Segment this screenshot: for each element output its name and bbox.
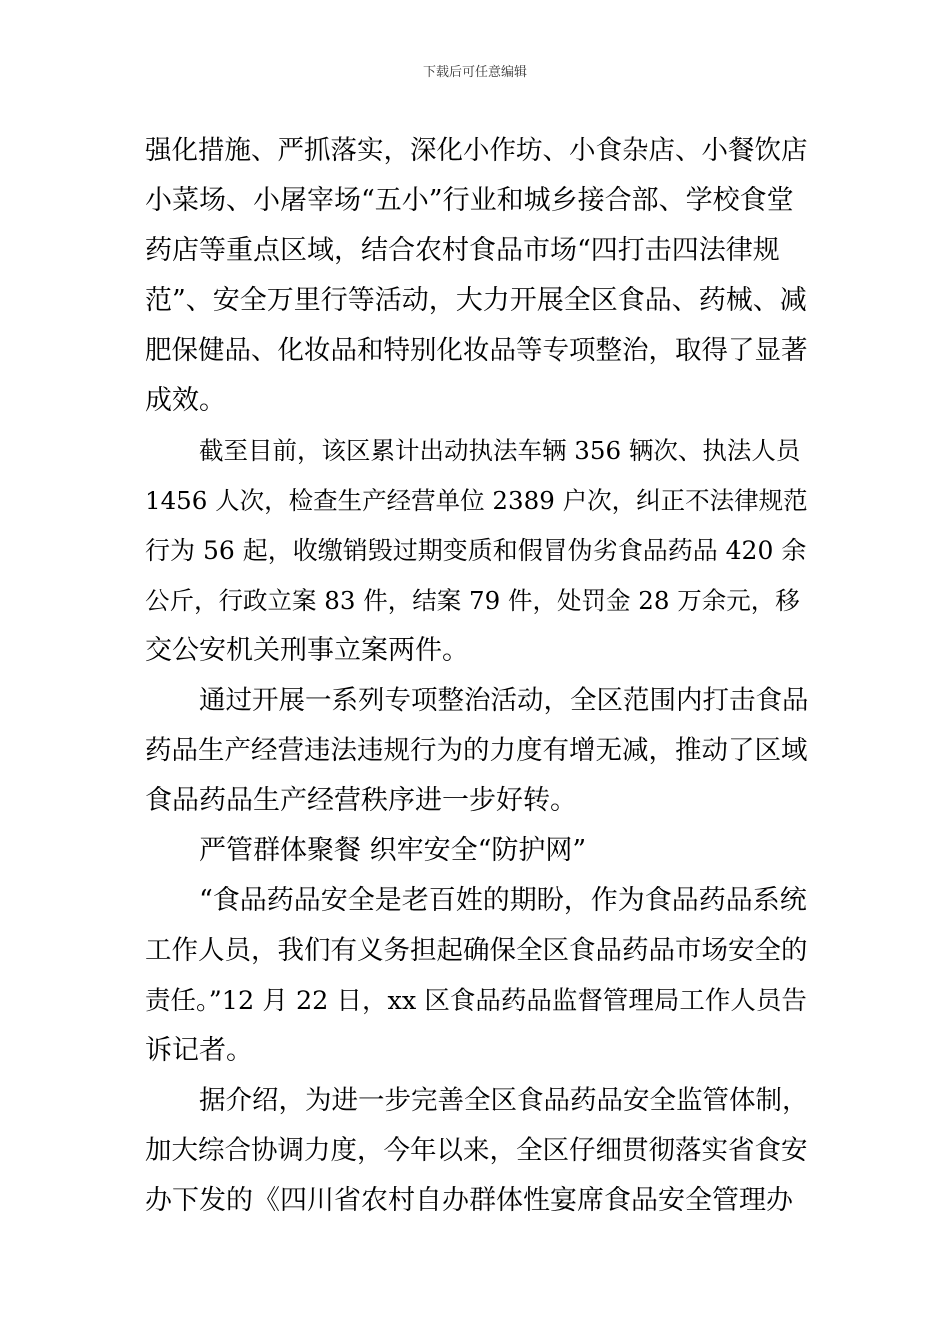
text-line: 责任。”12 月 22 日，xx 区食品药品监督管理局工作人员告 xyxy=(145,986,807,1016)
text-line: 成效。 xyxy=(145,385,226,416)
text-line: 诉记者。 xyxy=(145,1035,253,1066)
text-line: 加大综合协调力度，今年以来，全区仔细贯彻落实省食安 xyxy=(145,1135,808,1166)
page-header: 下载后可任意编辑 xyxy=(422,65,527,80)
text-line: 通过开展一系列专项整治活动，全区范围内打击食品 xyxy=(199,685,809,716)
text-line: 肥保健品、化妆品和特别化妆品等专项整治，取得了显著 xyxy=(145,335,808,366)
text-line: 交公安机关刑事立案两件。 xyxy=(145,635,469,666)
section-heading: 严管群体聚餐 织牢安全“防护网” xyxy=(199,835,587,866)
text-line: 行为 56 起，收缴销毁过期变质和假冒伪劣食品药品 420 余 xyxy=(145,536,807,565)
text-line: 药品生产经营违法违规行为的力度有增无减，推动了区域 xyxy=(145,735,808,766)
text-line: 据介绍，为进一步完善全区食品药品安全监管体制， xyxy=(199,1085,809,1116)
text-line: 截至目前，该区累计出动执法车辆 356 辆次、执法人员 xyxy=(199,436,801,465)
text-line: 办下发的《四川省农村自办群体性宴席食品安全管理办 xyxy=(145,1185,793,1216)
text-line: 药店等重点区域，结合农村食品市场“四打击四法律规 xyxy=(145,235,780,266)
text-line: 食品药品生产经营秩序进一步好转。 xyxy=(145,785,577,816)
text-line: 强化措施、严抓落实，深化小作坊、小食杂店、小餐饮店 xyxy=(145,135,808,166)
text-line: 小菜场、小屠宰场“五小”行业和城乡接合部、学校食堂 xyxy=(145,185,794,216)
text-line: “食品药品安全是老百姓的期盼，作为食品药品系统 xyxy=(199,885,807,916)
text-line: 1456 人次，检查生产经营单位 2389 户次，纠正不法律规范 xyxy=(145,486,808,515)
document-body xyxy=(145,126,810,1226)
text-line: 工作人员，我们有义务担起确保全区食品药品市场安全的 xyxy=(145,935,808,966)
text-line: 范”、安全万里行等活动，大力开展全区食品、药械、减 xyxy=(145,285,807,316)
text-line: 公斤，行政立案 83 件，结案 79 件，处罚金 28 万余元，移 xyxy=(145,586,800,615)
